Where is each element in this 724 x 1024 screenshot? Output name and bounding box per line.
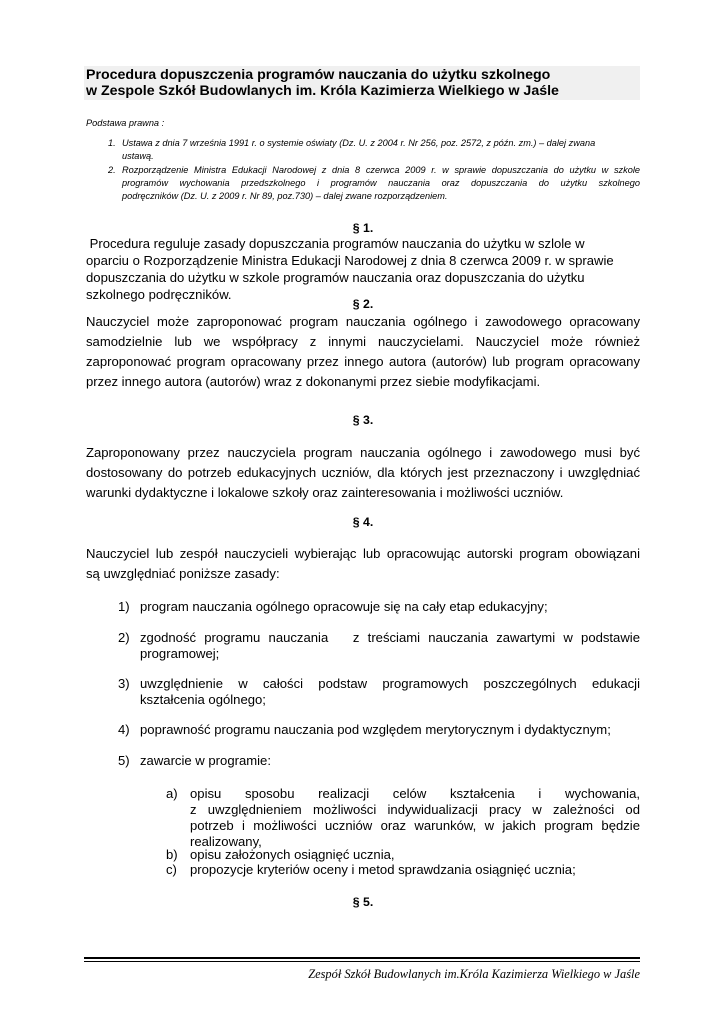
list-item-line: kształcenia ogólnego; bbox=[140, 692, 266, 707]
list-item-number: 1) bbox=[118, 599, 130, 614]
list-item-number: 4) bbox=[118, 722, 130, 737]
sub-item-line: potrzeb i możliwości uczniów oraz warunków, w jakich program będzie bbox=[190, 818, 640, 833]
sub-item-line: realizowany, bbox=[190, 834, 262, 849]
section-2-heading: § 2. bbox=[352, 297, 374, 311]
paragraph-line: Nauczyciel może zaproponować program nauczania ogólnego i zawodowego opracowany bbox=[86, 314, 640, 329]
legal-item-text bbox=[122, 137, 640, 163]
list-item-line: zawarcie w programie: bbox=[140, 753, 271, 768]
section-4-heading: § 4. bbox=[352, 515, 374, 529]
paragraph-line: dopuszczania do użytku w szkole programów nauczania oraz dopuszczania do użytku bbox=[86, 270, 585, 285]
legal-item-number: 2. bbox=[108, 165, 116, 175]
list-item-text bbox=[140, 630, 640, 662]
paragraph-line: Nauczyciel lub zespół nauczycieli wybierając lub opracowując autorski program obowiązani bbox=[86, 546, 640, 561]
paragraph-line: są uwzględniać poniższe zasady: bbox=[86, 566, 280, 581]
sub-item-line: propozycje kryteriów oceny i metod sprawdzania osiągnięć ucznia; bbox=[190, 862, 576, 877]
paragraph-line: warunki dydaktyczne i lokalowe szkoły oraz zainteresowania i możliwości uczniów. bbox=[86, 485, 564, 500]
list-item-number: 5) bbox=[118, 753, 130, 768]
paragraph-line: oparciu o Rozporządzenie Ministra Edukacji Narodowej z dnia 8 czerwca 2009 r. w sprawie bbox=[86, 253, 614, 268]
sub-item-letter: a) bbox=[166, 786, 178, 801]
document-title-line-1: Procedura dopuszczenia programów nauczania do użytku szkolnego bbox=[86, 67, 551, 83]
legal-item-line: Rozporządzenie Ministra Edukacji Narodowej z dnia 8 czerwca 2009 r. w sprawie dopuszczania do użytku w szkole bbox=[122, 165, 640, 175]
section-4-intro bbox=[86, 544, 640, 584]
paragraph-line: Procedura reguluje zasady dopuszczania programów nauczania do użytku w szlole w bbox=[86, 236, 585, 251]
legal-item-line: ustawą. bbox=[122, 151, 154, 161]
footer-divider-thin bbox=[84, 961, 640, 962]
paragraph-line: dostosowany do potrzeb edukacyjnych uczniów, dla których jest przeznaczony i uwzględniać bbox=[86, 465, 640, 480]
list-item-line: uwzględnienie w całości podstaw programowych poszczególnych edukacji bbox=[140, 676, 640, 691]
sub-item-line: z uwzględnieniem możliwości indywidualizacji pracy w zależności od bbox=[190, 802, 640, 817]
sub-item-text bbox=[190, 786, 640, 850]
legal-item-line: podręczników (Dz. U. z 2009 r. Nr 89, poz.730) – dalej zwane rozporządzeniem. bbox=[122, 191, 448, 201]
list-item-text bbox=[140, 599, 640, 615]
list-item-text bbox=[140, 753, 640, 769]
sub-item-line: opisu sposobu realizacji celów kształcenia i wychowania, bbox=[190, 786, 640, 801]
paragraph-line: Zaproponowany przez nauczyciela program nauczania ogólnego i zawodowego musi być bbox=[86, 445, 640, 460]
section-3-heading: § 3. bbox=[352, 413, 374, 427]
list-item-line: poprawność programu nauczania pod względem merytorycznym i dydaktycznym; bbox=[140, 722, 611, 737]
list-item-line: program nauczania ogólnego opracowuje się na cały etap edukacyjny; bbox=[140, 599, 548, 614]
sub-item-text bbox=[190, 862, 640, 878]
sub-item-letter: c) bbox=[166, 862, 177, 877]
section-1-heading: § 1. bbox=[352, 221, 374, 235]
legal-item-line: programów wychowania przedszkolnego i programów nauczania oraz dopuszczania do użytku szkolnego bbox=[122, 178, 640, 188]
footer-divider-thick bbox=[84, 957, 640, 959]
paragraph-line: przez innego autora (autorów) wraz z dokonanymi przez siebie modyfikacjami. bbox=[86, 374, 541, 389]
sub-item-line: opisu założonych osiągnięć ucznia, bbox=[190, 847, 395, 862]
legal-basis-heading: Podstawa prawna : bbox=[86, 118, 165, 128]
list-item-line: zgodność programu nauczania z treściami nauczania zawartymi w podstawie bbox=[140, 630, 640, 645]
footer-text: Zespół Szkół Budowlanych im.Króla Kazimierza Wielkiego w Jaśle bbox=[308, 967, 640, 981]
sub-item-text bbox=[190, 847, 640, 863]
paragraph-line: szkolnego podręczników. bbox=[86, 287, 232, 302]
list-item-text bbox=[140, 676, 640, 708]
legal-item-number: 1. bbox=[108, 138, 116, 148]
document-title-line-2: w Zespole Szkół Budowlanych im. Króla Kazimierza Wielkiego w Jaśle bbox=[86, 83, 559, 99]
legal-item-text bbox=[122, 164, 640, 203]
section-2-paragraph bbox=[86, 312, 640, 392]
section-5-heading: § 5. bbox=[352, 895, 374, 909]
paragraph-line: samodzielnie lub we współpracy z innymi nauczycielami. Nauczyciel może również bbox=[86, 334, 640, 349]
list-item-number: 3) bbox=[118, 676, 130, 691]
legal-item-line: Ustawa z dnia 7 września 1991 r. o systemie oświaty (Dz. U. z 2004 r. Nr 256, poz. 2572, z późn. zm.) – dalej zwana bbox=[122, 138, 596, 148]
sub-item-letter: b) bbox=[166, 847, 178, 862]
section-1-paragraph bbox=[86, 235, 640, 303]
paragraph-line: zaproponować program opracowany przez innego autora (autorów) lub program opracowany bbox=[86, 354, 640, 369]
section-3-paragraph bbox=[86, 443, 640, 503]
list-item-number: 2) bbox=[118, 630, 130, 645]
list-item-line: programowej; bbox=[140, 646, 220, 661]
list-item-text bbox=[140, 722, 640, 738]
